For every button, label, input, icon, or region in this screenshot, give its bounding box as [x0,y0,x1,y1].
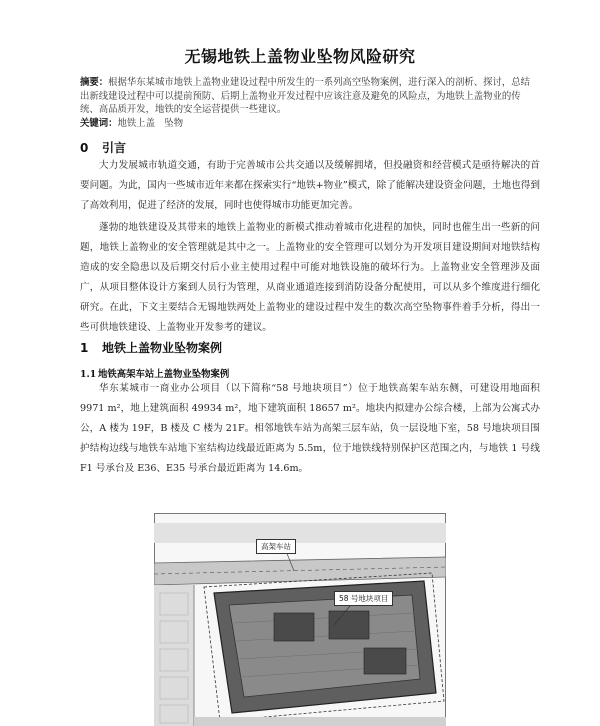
subsection-1-1-number: 1.1 [80,369,97,380]
abstract-text: 根据华东某城市地铁上盖物业建设过程中所发生的一系列高空坠物案例，进行深入的剖析、探讨，总结出新线建设过程中可以提前预防、后期上盖物业开发过程中应该注意及避免的风险点，为地铁上盖物业的传统、高品质开发，地铁的安全运营提供一些建议。 [80,77,531,115]
section-1-number: 1 [80,341,89,355]
abstract-label: 摘要： [80,77,109,88]
section-0-heading [80,139,126,156]
building-c [364,648,406,674]
section-1-title: 地铁上盖物业坠物案例 [102,341,223,355]
case-paragraph: 华东某城市一商业办公项目（以下简称“58 号地块项目”）位于地铁高架车站东侧，可建设用地面积 9971 m²，地上建筑面积 49934 m²，地下建筑面积 18657 m²。地块内拟建办公综合楼，上部为公寓式办公，A 楼为 19F，B 楼及 C 楼为 21F。相邻地铁车站为高架三层车站，负一层设地下室，58 号地块项目围护结构边线与地铁车站地下室结构边线最近距离为 5.5m，位于地铁线特别保护区范围之内，与地铁 1 号线 F1 号承台及 E36、E35 号承台最近距离为 14.6m。 [80,383,540,474]
site-plan-figure [154,513,446,726]
section-1-heading [80,339,222,356]
keywords-text: 地铁上盖 坠物 [117,118,184,129]
subsection-1-1-title: 地铁高架车站上盖物业坠物案例 [98,369,230,380]
station-callout: 高架车站 [256,539,296,554]
site-plan-drawing [154,513,446,726]
building-b [329,611,369,639]
section-0-number: 0 [80,141,89,155]
intro-paragraph-1: 大力发展城市轨道交通，有助于完善城市公共交通以及缓解拥堵，但投融资和经营模式是亟待解决的首要问题。为此，国内一些城市近年来都在探索实行“地铁+物业”模式，除了能解决建设资金问题，土地也得到了高效利用，促进了经济的发展，同时也使得城市功能更加完善。 [80,160,540,211]
paper-title: 无锡地铁上盖物业坠物风险研究 [184,47,416,66]
section-0-title: 引言 [102,141,127,155]
keywords-label: 关键词： [80,118,118,129]
bottom-strip [194,717,446,726]
plot-callout: 58 号地块项目 [334,591,393,606]
street-band-top [154,523,446,543]
plot-58-inner [229,595,420,697]
intro-paragraph-2: 蓬勃的地铁建设及其带来的地铁上盖物业的新模式推动着城市化进程的加快，同时也催生出一些新的问题，地铁上盖物业的安全管理就是其中之一。上盖物业的安全管理可以划分为开发项目建设期间对地铁结构造成的安全隐患以及后期交付后小业主使用过程中可能对地铁设施的破坏行为。上盖物业安全管理涉及面广，从项目整体设计方案到人员行为管理，从商业通道连接到消防设备分配使用，可以从多个维度进行细化研究。在此，下文主要结合无锡地铁两处上盖物业的建设过程中发生的数次高空坠物事件着手分析，得出一些可供地铁建设、上盖物业开发参考的建议。 [80,222,540,333]
building-a [274,613,314,641]
keywords [80,117,183,130]
abstract [80,76,538,117]
subsection-1-1-heading [80,366,229,380]
